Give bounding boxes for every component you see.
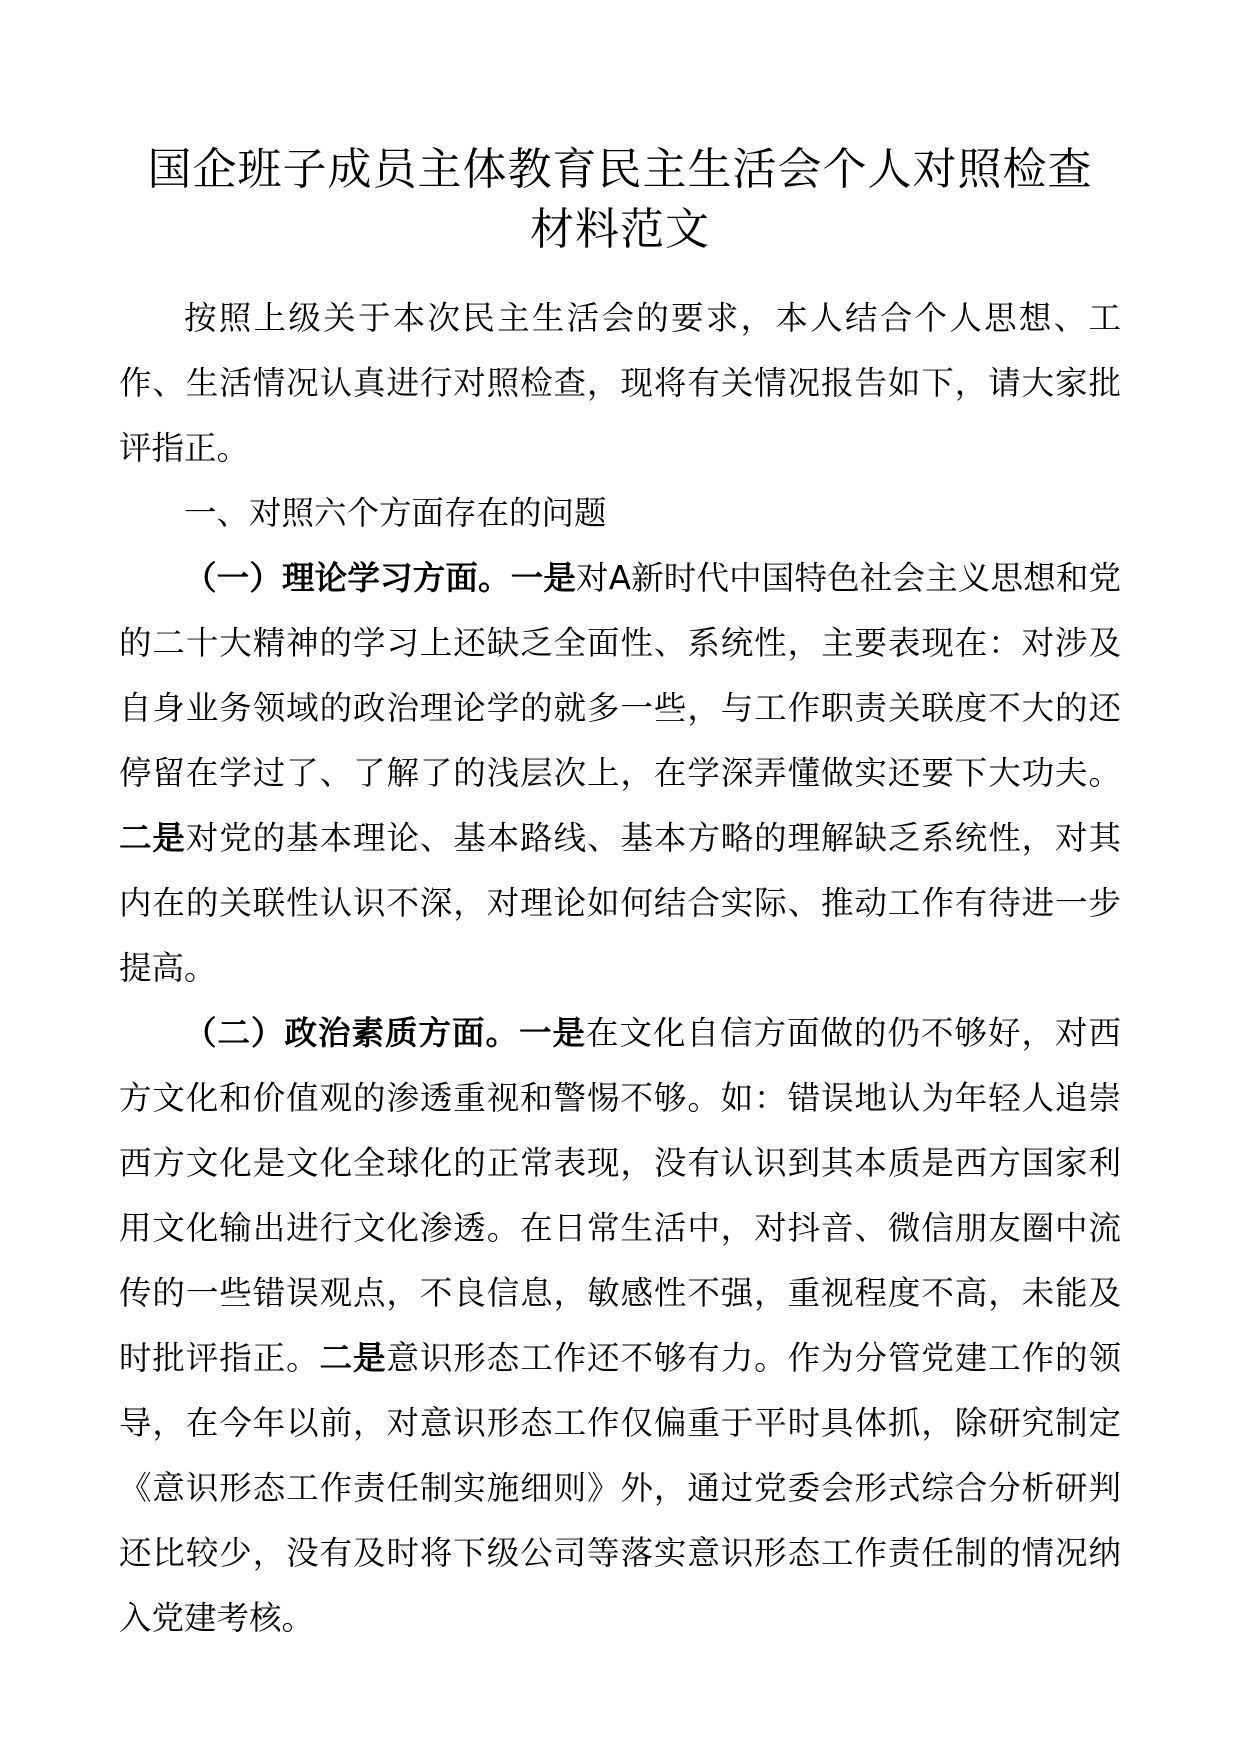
document-title	[119, 0, 1121, 260]
point-text: 对党的基本理论、基本路线、基本方略的理解缺乏系统性，对其内在的关联性认识不深，对理论如何结合实际、推动工作有待进一步提高。	[119, 819, 1121, 987]
point-text: 对A新时代中国特色社会主义思想和党的二十大精神的学习上还缺乏全面性、系统性，主要表现在：对涉及自身业务领域的政治理论学的就多一些，与工作职责关联度不大的还停留在学过了、了解了的浅层次上，在学深弄懂做实还要下大功夫。	[119, 559, 1121, 792]
subsection-heading: （二）政治素质方面。	[184, 1014, 519, 1052]
document-body	[119, 286, 1121, 1651]
political-quality-paragraph	[119, 1001, 1121, 1651]
title-line-2: 材料范文	[530, 204, 710, 255]
point-label: 二是	[119, 819, 186, 857]
theory-study-paragraph	[119, 546, 1121, 1001]
point-label: 二是	[319, 1339, 387, 1377]
section-heading: 一、对照六个方面存在的问题	[184, 494, 607, 532]
document-page	[119, 0, 1121, 1754]
subsection-heading: （一）理论学习方面。	[184, 559, 511, 597]
point-text: 在文化自信方面做的仍不够好，对西方文化和价值观的渗透重视和警惕不够。如：错误地认为年轻人追崇西方文化是文化全球化的正常表现，没有认识到其本质是西方国家利用文化输出进行文化渗透。在日常生活中，对抖音、微信朋友圈中流传的一些错误观点，不良信息，敏感性不强，重视程度不高，未能及时批评指正。	[119, 1014, 1121, 1377]
point-label: 一是	[510, 559, 577, 597]
point-label: 一是	[518, 1014, 586, 1052]
point-text: 意识形态工作还不够有力。作为分管党建工作的领导，在今年以前，对意识形态工作仅偏重于平时具体抓，除研究制定《意识形态工作责任制实施细则》外，通过党委会形式综合分析研判还比较少，没有及时将下级公司等落实意识形态工作责任制的情况纳入党建考核。	[119, 1339, 1121, 1637]
intro-paragraph: 按照上级关于本次民主生活会的要求，本人结合个人思想、工作、生活情况认真进行对照检查，现将有关情况报告如下，请大家批评指正。	[119, 299, 1121, 467]
title-line-1: 国企班子成员主体教育民主生活会个人对照检查	[147, 144, 1093, 195]
